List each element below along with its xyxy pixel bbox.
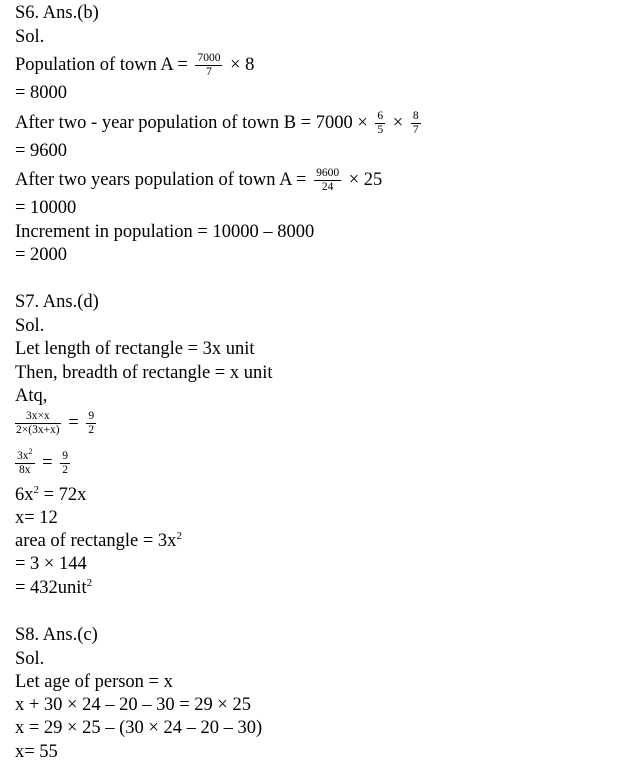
- s6-pop-a2-label: After two years population of town A =: [15, 169, 307, 190]
- fraction-denominator: 7: [206, 66, 212, 78]
- fraction-numerator: 3x×x: [15, 410, 61, 424]
- s6-increment: Increment in population = 10000 – 8000: [15, 222, 315, 242]
- s7-equation-3: [15, 484, 86, 506]
- s7-heading: S7. Ans.(d): [15, 292, 99, 312]
- fraction-denominator: 2: [88, 424, 95, 436]
- fraction-numerator: 9: [62, 450, 68, 462]
- s7-atq: Atq,: [15, 386, 48, 406]
- eq2-num-base: 3x: [17, 450, 29, 462]
- s6-heading: S6. Ans.(b): [15, 3, 99, 23]
- s6-pop-b-fraction-2: [411, 110, 421, 137]
- s6-pop-b-times: ×: [392, 112, 404, 133]
- fraction-denominator: 7: [412, 124, 419, 136]
- s7-eq1-equals: =: [68, 412, 79, 433]
- s8-equation-1: x + 30 × 24 – 20 – 30 = 29 × 25: [15, 695, 251, 715]
- s7-eq3-base: 6x: [15, 485, 34, 505]
- s7-area-line: [15, 530, 182, 552]
- s7-area-result-base: = 432unit: [15, 578, 87, 598]
- s7-equation-1: [15, 410, 99, 437]
- s7-eq1-result-fraction: [86, 410, 96, 437]
- s6-pop-b-fraction-1: [375, 110, 385, 137]
- s7-area-step: = 3 × 144: [15, 554, 87, 574]
- fraction-denominator: 24: [321, 181, 334, 193]
- s7-area-exponent: 2: [176, 530, 182, 542]
- s6-pop-a2-result: = 10000: [15, 198, 77, 218]
- fraction-denominator: 2: [62, 464, 68, 476]
- s7-eq2-result-fraction: [60, 450, 70, 477]
- s7-area-result-exponent: 2: [86, 577, 93, 589]
- s6-population-b-line: [15, 110, 424, 137]
- s7-eq2-fraction: [15, 447, 35, 477]
- s6-pop-a-mult: × 8: [230, 54, 255, 75]
- fraction-denominator: 5: [377, 124, 384, 136]
- fraction-numerator: 7000: [197, 52, 221, 64]
- s6-population-a-line: [15, 52, 254, 79]
- fraction-denominator: 2×(3x+x): [16, 424, 60, 436]
- s7-breadth: Then, breadth of rectangle = x unit: [15, 363, 273, 383]
- s6-pop-a2-mult: × 25: [348, 169, 383, 190]
- s7-eq3-exponent: 2: [33, 484, 39, 496]
- fraction-numerator: 9: [88, 410, 95, 422]
- s6-pop-b-label: After two - year population of town B = 7000 ×: [15, 112, 368, 133]
- fraction-numerator: 9600: [316, 167, 340, 179]
- s6-population-a2-line: [15, 167, 382, 194]
- s7-length: Let length of rectangle = 3x unit: [15, 339, 255, 359]
- s6-pop-b-result: = 9600: [15, 141, 68, 161]
- fraction-numerator: 8: [412, 110, 419, 122]
- s8-let-age: Let age of person = x: [15, 672, 173, 692]
- s6-sol-label: Sol.: [15, 27, 45, 47]
- s7-x-value: x= 12: [15, 508, 58, 528]
- s7-equation-2: [15, 447, 73, 477]
- s8-heading: S8. Ans.(c): [15, 625, 98, 645]
- s8-equation-2: x = 29 × 25 – (30 × 24 – 20 – 30): [15, 718, 263, 738]
- fraction-numerator: 6: [377, 110, 384, 122]
- s8-sol-label: Sol.: [15, 649, 45, 669]
- s6-pop-a-result: = 8000: [15, 83, 68, 103]
- s8-result: x= 55: [15, 742, 58, 762]
- s7-area-label: area of rectangle = 3x: [15, 531, 177, 551]
- s6-pop-a2-fraction: [314, 167, 341, 194]
- s6-increment-result: = 2000: [15, 245, 68, 265]
- s7-eq2-equals: =: [42, 452, 53, 473]
- s6-pop-a-fraction: [195, 52, 222, 79]
- fraction-numerator: [15, 447, 35, 464]
- fraction-denominator: 8x: [19, 464, 31, 476]
- eq2-num-exponent: 2: [28, 447, 33, 456]
- s7-area-result: [15, 577, 92, 599]
- s7-eq3-rest: = 72x: [43, 485, 87, 505]
- s6-pop-a-label: Population of town A =: [15, 54, 188, 75]
- s7-sol-label: Sol.: [15, 316, 45, 336]
- s7-eq1-fraction: [15, 410, 61, 437]
